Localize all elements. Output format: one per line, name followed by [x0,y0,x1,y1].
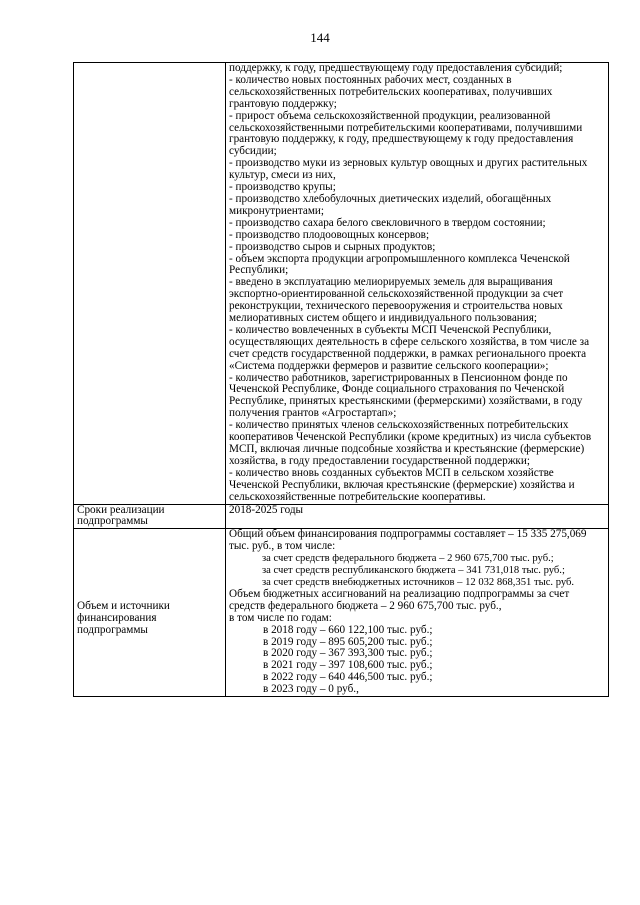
year-amount: в 2022 году – 640 446,500 тыс. руб.; [263,671,433,684]
indicator-item: - количество работников, зарегистрированных в Пенсионном фонде по Чеченской Республике, Фонде социального страхования по Чеченской Республике, принятых крестьянскими (фермерскими) хозяйствами, в году получения грантов «Агростартап»; [229,371,583,420]
indicator-item: - объем экспорта продукции агропромышленного комплекса Чеченской Республики; [229,252,570,277]
period-label: Сроки реализации подпрограммы [74,504,226,529]
indicators-row [74,63,609,505]
indicator-item: - количество вновь созданных субъектов МСП в сельском хозяйстве Чеченской Республики, включая крестьянские (фермерские) хозяйства и сельскохозяйственные потребительские кооперативы. [229,466,575,503]
subprogram-passport-table [73,62,609,697]
indicator-item: - производство сыров и сырных продуктов; [229,240,436,253]
indicator-item: - введено в эксплуатацию мелиорируемых земель для выращивания экспортно-ориентированной сельскохозяйственной продукции за счет реконструкции, технического перевооружения и строительства новых мелиоративных систем общего и индивидуального пользования; [229,276,564,325]
year-amount: в 2018 году – 660 122,100 тыс. руб.; [263,623,433,636]
indicator-item: - количество новых постоянных рабочих мест, созданных в сельскохозяйственных потребительских кооперативах, получивших грантовую поддержку; [229,73,553,110]
indicator-item: - производство крупы; [229,181,336,194]
indicators-label-cell [74,63,226,505]
page-number: 144 [310,30,330,45]
indicator-item: поддержку, к году, предшествующему году предоставления субсидий; [229,62,563,74]
year-amount: в 2019 году – 895 605,200 тыс. руб.; [263,635,433,648]
funding-source: за счет средств федерального бюджета – 2 960 675,700 тыс. руб.; [262,553,554,565]
indicator-item: - количество принятых членов сельскохозяйственных потребительских кооперативов Чеченской Республики (кроме кредитных) из числа субъектов МСП, включая личные подсобные хозяйства и крестьянские (фермерские) хозяйства, в году предоставлении государственной поддержки; [229,419,592,467]
indicator-item: - производство муки из зерновых культур овощных и других растительных культур, смеси из них, [229,157,588,182]
by-years-label: в том числе по годам: [229,611,332,624]
indicator-item: - производство хлебобулочных диетических изделий, обогащённых микронутриентами; [229,192,552,217]
funding-row [74,529,609,697]
budget-intro: Объем бюджетных ассигнований на реализацию подпрограммы за счет средств федерального бюджета – 2 960 675,700 тыс. руб., [229,587,570,612]
funding-source: за счет средств внебюджетных источников – 12 032 868,351 тыс. руб. [262,576,575,588]
indicator-item: - количество вовлеченных в субъекты МСП Чеченской Республики, осуществляющих деятельность в сфере сельского хозяйства, в том числе за счет средств государственной поддержки, в рамках регионального проекта «Система поддержки фермеров и развитие сельского кооперации»; [229,323,590,372]
funding-label-cell [74,529,226,697]
funding-source: за счет средств республиканского бюджета – 341 731,018 тыс. руб.; [262,565,565,577]
funding-label: Объем и источники финансирования подпрограммы [77,599,170,636]
indicator-item: - производство сахара белого свекловичного в твердом состоянии; [229,216,546,229]
funding-intro: Общий объем финансирования подпрограммы составляет – 15 335 275,069 тыс. руб., в том числе: [229,528,587,553]
funding-cell [226,529,609,697]
year-amount: в 2021 году – 397 108,600 тыс. руб.; [263,659,433,672]
period-row [74,504,609,529]
year-amount: в 2023 году – 0 руб., [263,683,359,696]
year-amount: в 2020 году – 367 393,300 тыс. руб.; [263,647,433,660]
indicators-cell [226,63,609,505]
indicator-item: - производство плодоовощных консервов; [229,228,430,241]
period-value: 2018-2025 годы [226,504,609,529]
indicator-item: - прирост объема сельскохозяйственной продукции, реализованной сельскохозяйственными потребительскими кооперативами, получившими грантовую поддержку, к году, предшествующему к году предоставления субсидии; [229,109,583,158]
